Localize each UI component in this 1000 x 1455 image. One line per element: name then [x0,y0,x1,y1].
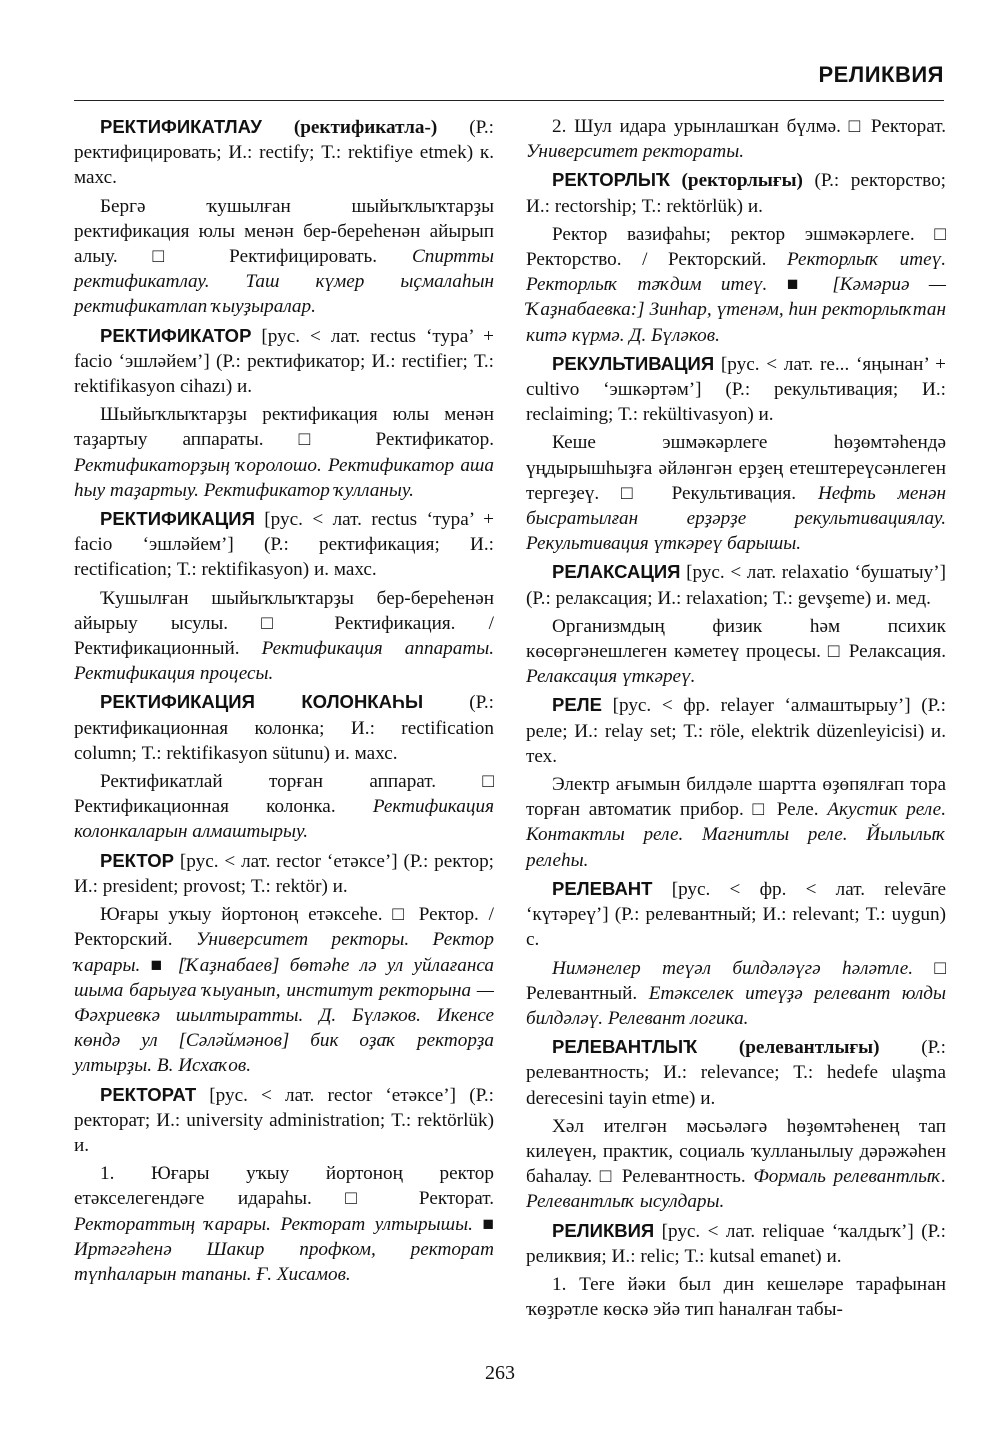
entry-body [526,956,946,1032]
entry-headword: РЕЛЕВАНТ [552,877,653,899]
entry-etymology: [рус. < лат. re... ‘яңынан’ + cultivo ‘эшкәртәм’] (Р.: рекультивация; И.: reclaiming; Т.: rekültivasyon) и. [526,353,946,426]
entry-etymology: [рус. < лат. reliquae ‘ҡалдыҡ’] (Р.: реликвия; И.: relic; Т.: kutsal emanet) и. [526,1220,946,1267]
entry-etymology: [рус. < лат. relaxatio ‘бушатыу’] (Р.: релаксация; И.: relaxation; Т.: gevşeme) и. мед. [526,562,946,609]
entry-definition: Шыйыҡлыҡтарҙы ректификация юлы менән таҙартыу аппараты. □ Ректификатор. [74,404,494,451]
entry-definition: Бергә ҡушылған шыйыҡлыҡтарҙы ректификация юлы менән бер-береһенән айырып алыу. □ Ректифицировать. [74,195,494,268]
entry-body [526,430,946,556]
entry-definition: 2. Шул идара урынлашҡан бүлмә. □ Ректорат. [552,116,946,137]
entry-heading [526,167,946,218]
dictionary-entry [526,559,946,689]
entry-body [526,1114,946,1215]
entry-definition: Ректификатлай торған аппарат. □ Ректификационная колонка. [74,771,494,818]
entry-heading [526,692,946,769]
entry-etymology: (Р.: ректификационная колонка; И.: rectification column; Т.: rektifikasyon sütunu) и. махс. [74,692,494,764]
header-rule [74,100,944,101]
left-column [74,114,494,1290]
entry-headword-stem: (релевантлығы) [697,1037,880,1059]
dictionary-entry [526,167,946,347]
entry-examples: Етәкселек итеүҙә релевант юлды билдәләү. Релевант логика. [526,982,946,1029]
entry-definition: Электр ағымын билдәле шартта өҙөпялғап тора торған автоматик прибор. □ Реле. [526,774,946,821]
entry-definition: Организмдың физик һәм психик көсөргәнешлеген кәметеү процесы. □ Релаксация. [526,615,946,663]
entry-examples: Нимәнелер теүәл билдәләүгә һәләтле. [552,957,914,979]
entry-heading [526,876,946,953]
page-number: 263 [485,1362,515,1384]
entry-headword: РЕКТИФИКАТОР [100,324,252,346]
entry-definition: Хәл ителгән мәсьәләгә һөҙөмтәһенең тап килеүен, практик, социаль ҡулланылыу дәрәжәһен баһалау. □ Релевантность. [526,1115,946,1188]
dictionary-entry [74,1082,494,1288]
entry-examples: Ректификация аппараты. Ректификация процесы. [74,638,494,685]
entry-examples: Нефть менән бысратылған ерҙәрҙе рекультивациялау. Рекультивация үткәреү барышы. [526,482,946,555]
entry-headword: РЕЛЕВАНТЛЫҠ [552,1036,698,1058]
entry-body [74,769,494,845]
entry-examples: Университет ректораты. [526,141,744,163]
dictionary-entry [526,876,946,1031]
dictionary-entry [526,692,946,872]
dictionary-entry [74,506,494,686]
dictionary-entry [526,351,946,557]
entry-body [74,1161,494,1287]
entry-body [526,1272,946,1322]
right-column [526,114,946,1325]
entry-examples: Акустик реле. Контактлы реле. Магнитлы реле. Йылылыҡ релеһы. [526,799,946,871]
entry-body [526,614,946,690]
entry-etymology: [рус. < лат. rector ‘етәксе’] (Р.: ректорат; И.: university administration; Т.: rektörlük) и. [74,1084,494,1156]
entry-definition: Ҡушылған шыйыҡлыҡтарҙы бер-береһенән айырыу ысулы. □ Ректификация. / Ректификационный. [74,587,494,660]
entry-examples: Спиртты ректификатлау. Таш күмер ыҫмалаһын ректификатлап ҡыуҙыралар. [74,246,494,318]
entry-heading [526,1034,946,1111]
entry-headword: РЕЛЕ [552,694,602,716]
entry-body [74,402,494,503]
entry-definition: Кеше эшмәкәрлеге һөҙөмтәһендә үңдырышһыҙға әйләнгән ерҙең етештереүсәнлеген тергеҙеү. □ Рекультивация. [526,432,946,504]
entry-body [526,772,946,873]
entry-etymology: (Р.: релевантность; И.: relevance; Т.: hedefe ulaşma derecesini tayin etme) и. [526,1037,946,1109]
entry-headword: РЕКТИФИКАТЛАУ [100,116,262,137]
entry-headword-stem: (ректификатла-) [261,117,438,138]
dictionary-entry [526,114,946,164]
entry-heading [74,323,494,400]
entry-body [74,902,494,1078]
entry-definition: Ректор вазифаһы; ректор эшмәкәрлеге. □ Ректорство. / Ректорский. [526,223,946,271]
entry-heading [74,689,494,766]
entry-heading [526,559,946,610]
dictionary-entry [74,323,494,503]
entry-etymology: [рус. < лат. rectus ‘тура’ + facio ‘эшләйем’] (Р.: ректификатор; И.: rectifier; Т.: rektifikasyon cihazı) и. [74,325,494,398]
entry-heading [74,848,494,899]
dictionary-entry [74,689,494,844]
entry-headword: РЕКТОРАТ [100,1083,197,1105]
entry-etymology: [рус. < лат. rector ‘етәксе’] (Р.: ректор; И.: president; provost; Т.: rektör) и. [74,850,494,897]
dictionary-entry [74,114,494,320]
entry-heading [526,351,946,428]
entry-body [74,194,494,320]
entry-definition: 1. Теге йәки был дин кешеләре тарафынан ҡөҙрәтле көскә эйә тип һаналған табы- [526,1273,946,1321]
entry-headword: РЕКТОРЛЫҠ [552,169,671,191]
entry-headword: РЕКУЛЬТИВАЦИЯ [552,352,715,374]
entry-heading [74,1082,494,1159]
entry-heading [526,1218,946,1269]
entry-etymology: [рус. < фр. relayer ‘алмаштырыу’] (Р.: реле; И.: relay set; Т.: röle, elektrik düzenleyicisi) и. тех. [526,695,946,767]
entry-examples: Ректификация колонкаларын алмаштырыу. [74,796,494,843]
entry-body [526,114,946,164]
entry-examples: Университет ректоры. Ректор ҡарары. ■ [Ҡаҙнабаев] бөтәһе лә ул уйлағанса шыма барыуға ҡыуанып, институт ректорына — Фәхриевкә шылтыратты. Д. Бүләков. Икенсе көндә ул [Сәләймәнов] бик оҙаҡ ректорҙа ултырҙы. В. Исхаҡов. [74,929,494,1077]
dictionary-entry [526,1034,946,1214]
entry-headword-stem: (ректорлығы) [670,170,803,192]
entry-headword: РЕКТИФИКАЦИЯ КОЛОНКАҺЫ [100,691,424,713]
entry-examples: Ректораттың ҡарары. Ректорат ултырышы. ■ Иртәгәһенә Шакир профком, ректорат түпһаларын тапаны. Ғ. Хисамов. [74,1213,494,1285]
entry-definition: Юғары уҡыу йортоноң етәксеһе. □ Ректор. / Ректорский. [74,904,494,951]
dictionary-entry [74,848,494,1079]
entry-definition: 1. Юғары уҡыу йортоноң ректор етәкселегендәге идараһы. □ Ректорат. [74,1163,494,1210]
entry-examples: Ректорлыҡ итеү. Ректорлыҡ тәҡдим итеү. ■ [Кәмәриә — Ҡаҙнабаевка:] Зинһар, үтенәм, һин ректорлыҡтан китә күрмә. Д. Бүләков. [526,249,947,346]
entry-examples: Релаксация үткәреү. [526,666,696,688]
entry-headword: РЕКТИФИКАЦИЯ [100,508,255,530]
entry-headword: РЕЛИКВИЯ [552,1219,655,1241]
entry-body [74,586,494,687]
entry-heading [74,506,494,583]
entry-etymology: [рус. < фр. < лат. relevāre ‘күтәреү’] (Р.: релевантный; И.: relevant; Т.: uygun) с. [526,878,946,951]
entry-equivalent: □ Релевантный. [526,957,946,1004]
running-head: РЕЛИКВИЯ [818,62,944,87]
entry-body [526,222,946,348]
dictionary-entry [526,1218,946,1323]
entry-examples: Ректификаторҙың ҡоролошо. Ректификатор аша һыу таҙартыу. Ректификатор ҡулланыу. [74,454,494,501]
entry-headword: РЕЛАКСАЦИЯ [552,561,681,583]
entry-etymology: (Р.: ректифицировать; И.: rectify; Т.: rektifiye etmek) к. махс. [74,117,494,189]
entry-headword: РЕКТОР [100,849,174,871]
entry-etymology: [рус. < лат. rectus ‘тура’ + facio ‘эшләйем’] (Р.: ректификация; И.: rectification; Т.: rektifikasyon) и. махс. [74,509,494,581]
entry-heading [74,114,494,191]
entry-examples: Формаль релевантлыҡ. Релевантлыҡ ысулдары. [526,1166,946,1213]
entry-etymology: (Р.: ректорство; И.: rectorship; Т.: rektörlük) и. [526,170,947,217]
